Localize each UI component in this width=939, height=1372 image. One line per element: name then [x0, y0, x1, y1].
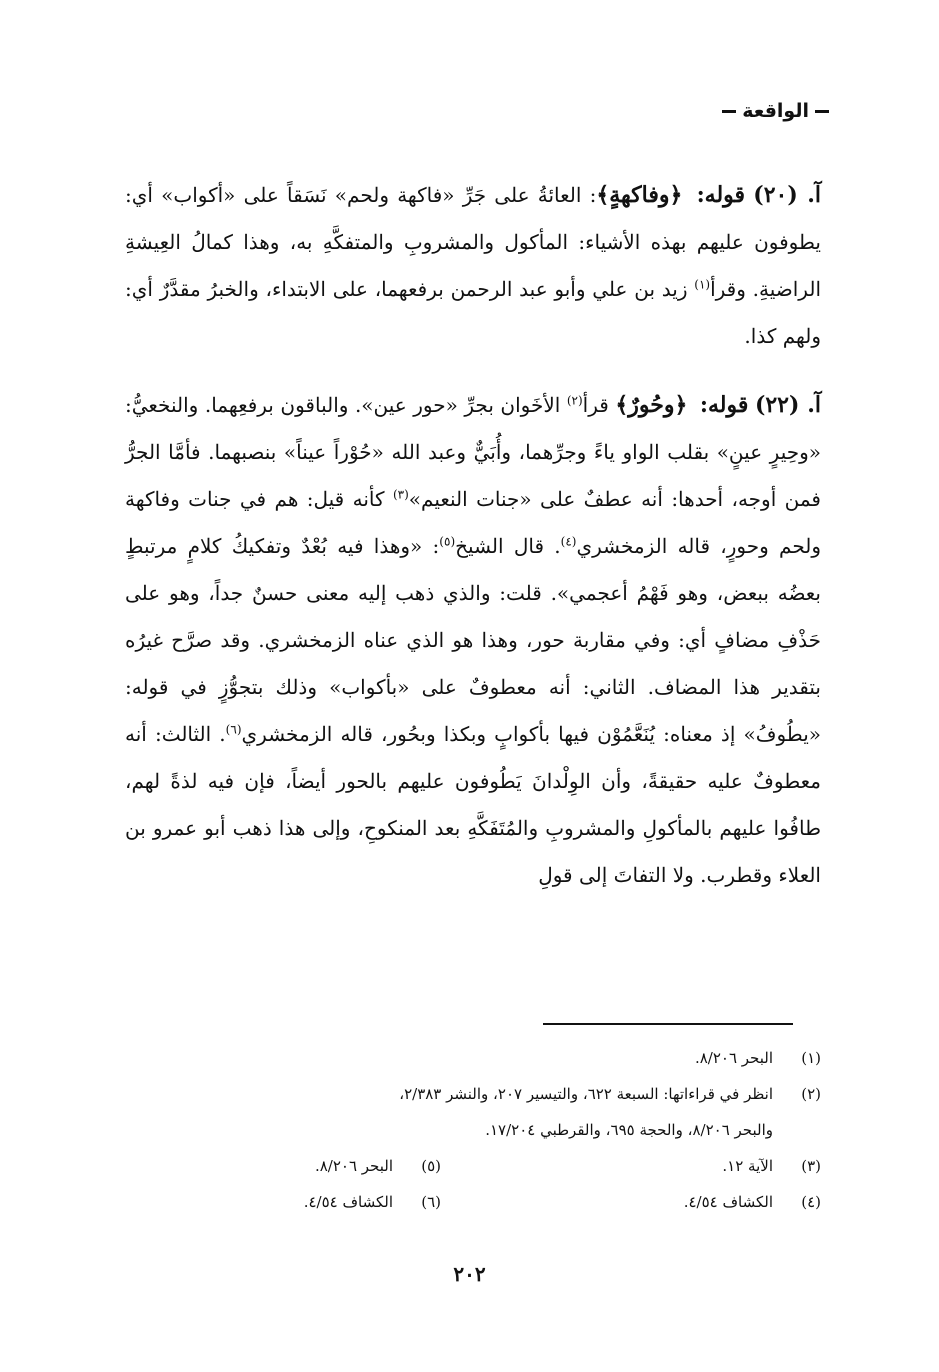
footnote-number: (٣): [801, 1157, 821, 1175]
page-number: ٢٠٢: [453, 1262, 486, 1286]
verse-label: قوله:: [696, 182, 746, 208]
footnote-text: البحر ٨/٢٠٦.: [694, 1049, 773, 1067]
footnote-ref: (٤): [560, 534, 577, 549]
quran-quote: ﴿وفاكهةٍ﴾: [596, 182, 683, 208]
footnote-ref: (٣): [392, 487, 409, 502]
header-dash-right: [815, 110, 829, 113]
main-text: [125, 172, 821, 899]
footnote-number: (١): [801, 1049, 821, 1067]
verse-reference: آ. (٢٠): [753, 182, 821, 208]
surah-title: الواقعة: [742, 100, 809, 122]
footnote-4: [441, 1184, 821, 1220]
paragraph-verse-22: [125, 382, 821, 899]
paragraph-text: . الثالث: أنه معطوفٌ عليه حقيقةً، وأن الوِلْدانَ يَطُوفون عليهم بالحور أيضاً، فإن فيه لذةً لهم، طافُوا عليهم بالمأكولِ والمشروبِ والمُتَفَكَّهِ بعد المنكوحِ، وإلى هذا ذهب أبو عمرو بن العلاء وقطرب. ولا التفاتَ إلى قولِ: [125, 722, 821, 887]
footnote-ref: (٥): [439, 534, 456, 549]
paragraph-text: كأنه قيل: هم في جنات وفاكهة ولحم وحورٍ، قاله الزمخشري: [125, 487, 822, 558]
paragraph-text: الأخَوان بجرِّ «حور عين». والباقون برفعِهما. والنخعيُّ: «وحِيرٍ عينٍ» بقلب الواو ياءً وجرِّهما، وأُبَيٌّ وعبد الله «حُوْراً عيناً» بنصبهما. فأمَّا الجرُّ فمن أوجه، أحدها: أنه عطفٌ على «جنات النعيم»: [125, 393, 821, 511]
footnote-text: الآية ١٢.: [722, 1157, 773, 1175]
footnote-text: البحر ٨/٢٠٦.: [314, 1157, 393, 1175]
footnote-row-3-5: [121, 1148, 821, 1184]
footnote-text: الكشاف ٤/٥٤.: [683, 1193, 773, 1211]
footnote-number: (٦): [421, 1193, 441, 1211]
footnote-ref: (١): [694, 277, 711, 292]
paragraph-text: : «وهذا فيه بُعْدٌ وتفكيكُ كلامٍ مرتبطٍ بعضُه ببعض، وهو فَهْمُ أعجمي». قلت: والذي ذهب إليه معنى حسنٌ جداً، وهو على حَذْفِ مضافٍ أي: وفي مقاربة حور، وهذا هو الذي عناه الزمخشري. وقد صرَّح غيرُه بتقدير هذا المضاف. الثاني: أنه معطوفٌ على «بأكواب» وذلك بتجوُّزٍ في قوله: «يطُوفُ» إذ معناه: يُنَعَّمُوْن فيها بأكوابٍ وبكذا وبحُور، قاله الزمخشري: [125, 534, 822, 746]
footnote-number: (٤): [801, 1193, 821, 1211]
footnote-separator: [543, 1023, 793, 1025]
footnote-2-continuation: والبحر ٨/٢٠٦، والحجة ٦٩٥، والقرطبي ١٧/٢٠٤.: [485, 1121, 773, 1139]
footnote-6: [61, 1184, 441, 1220]
footnote-row-4-6: [121, 1184, 821, 1220]
paragraph-verse-20: [125, 172, 821, 360]
footnote-ref: (٦): [225, 722, 242, 737]
quran-quote: ﴿وحُورٌ﴾: [615, 392, 688, 418]
footnotes: [121, 1040, 821, 1220]
header-dash-left: [722, 110, 736, 113]
footnote-ref: (٢): [566, 393, 583, 408]
paragraph-text: زيد بن علي وأبو عبد الرحمن برفعهما، على الابتداء، والخبرُ مقدَّرٌ أي: ولهم كذا.: [125, 277, 821, 348]
footnote-2: [121, 1076, 821, 1112]
paragraph-text: . قال الشيخ: [455, 534, 561, 558]
footnote-text: انظر في قراءاتها: السبعة ٦٢٢، والتيسير ٢٠٧، والنشر ٢/٣٨٣،: [399, 1085, 773, 1103]
footnote-number: (٢): [801, 1085, 821, 1103]
footnote-number: (٥): [421, 1157, 441, 1175]
footnote-3: [441, 1148, 821, 1184]
verse-reference: آ. (٢٢): [754, 392, 822, 418]
verse-label: قوله:: [699, 392, 749, 418]
footnote-1: [121, 1040, 821, 1076]
paragraph-text: قرأ: [582, 393, 616, 417]
running-header: [722, 100, 829, 122]
footnote-text: الكشاف ٤/٥٤.: [303, 1193, 393, 1211]
footnote-5: [61, 1148, 441, 1184]
paragraph-text: : العائةُ على جَرِّ «فاكهة ولحم» نَسَقاً على «أكواب» أي: يطوفون عليهم بهذه الأشياء: المأكول والمشروبِ والمتفكَّهِ به، وهذا كمالُ العِيشةِ الراضيةِ. وقرأ: [125, 183, 821, 301]
